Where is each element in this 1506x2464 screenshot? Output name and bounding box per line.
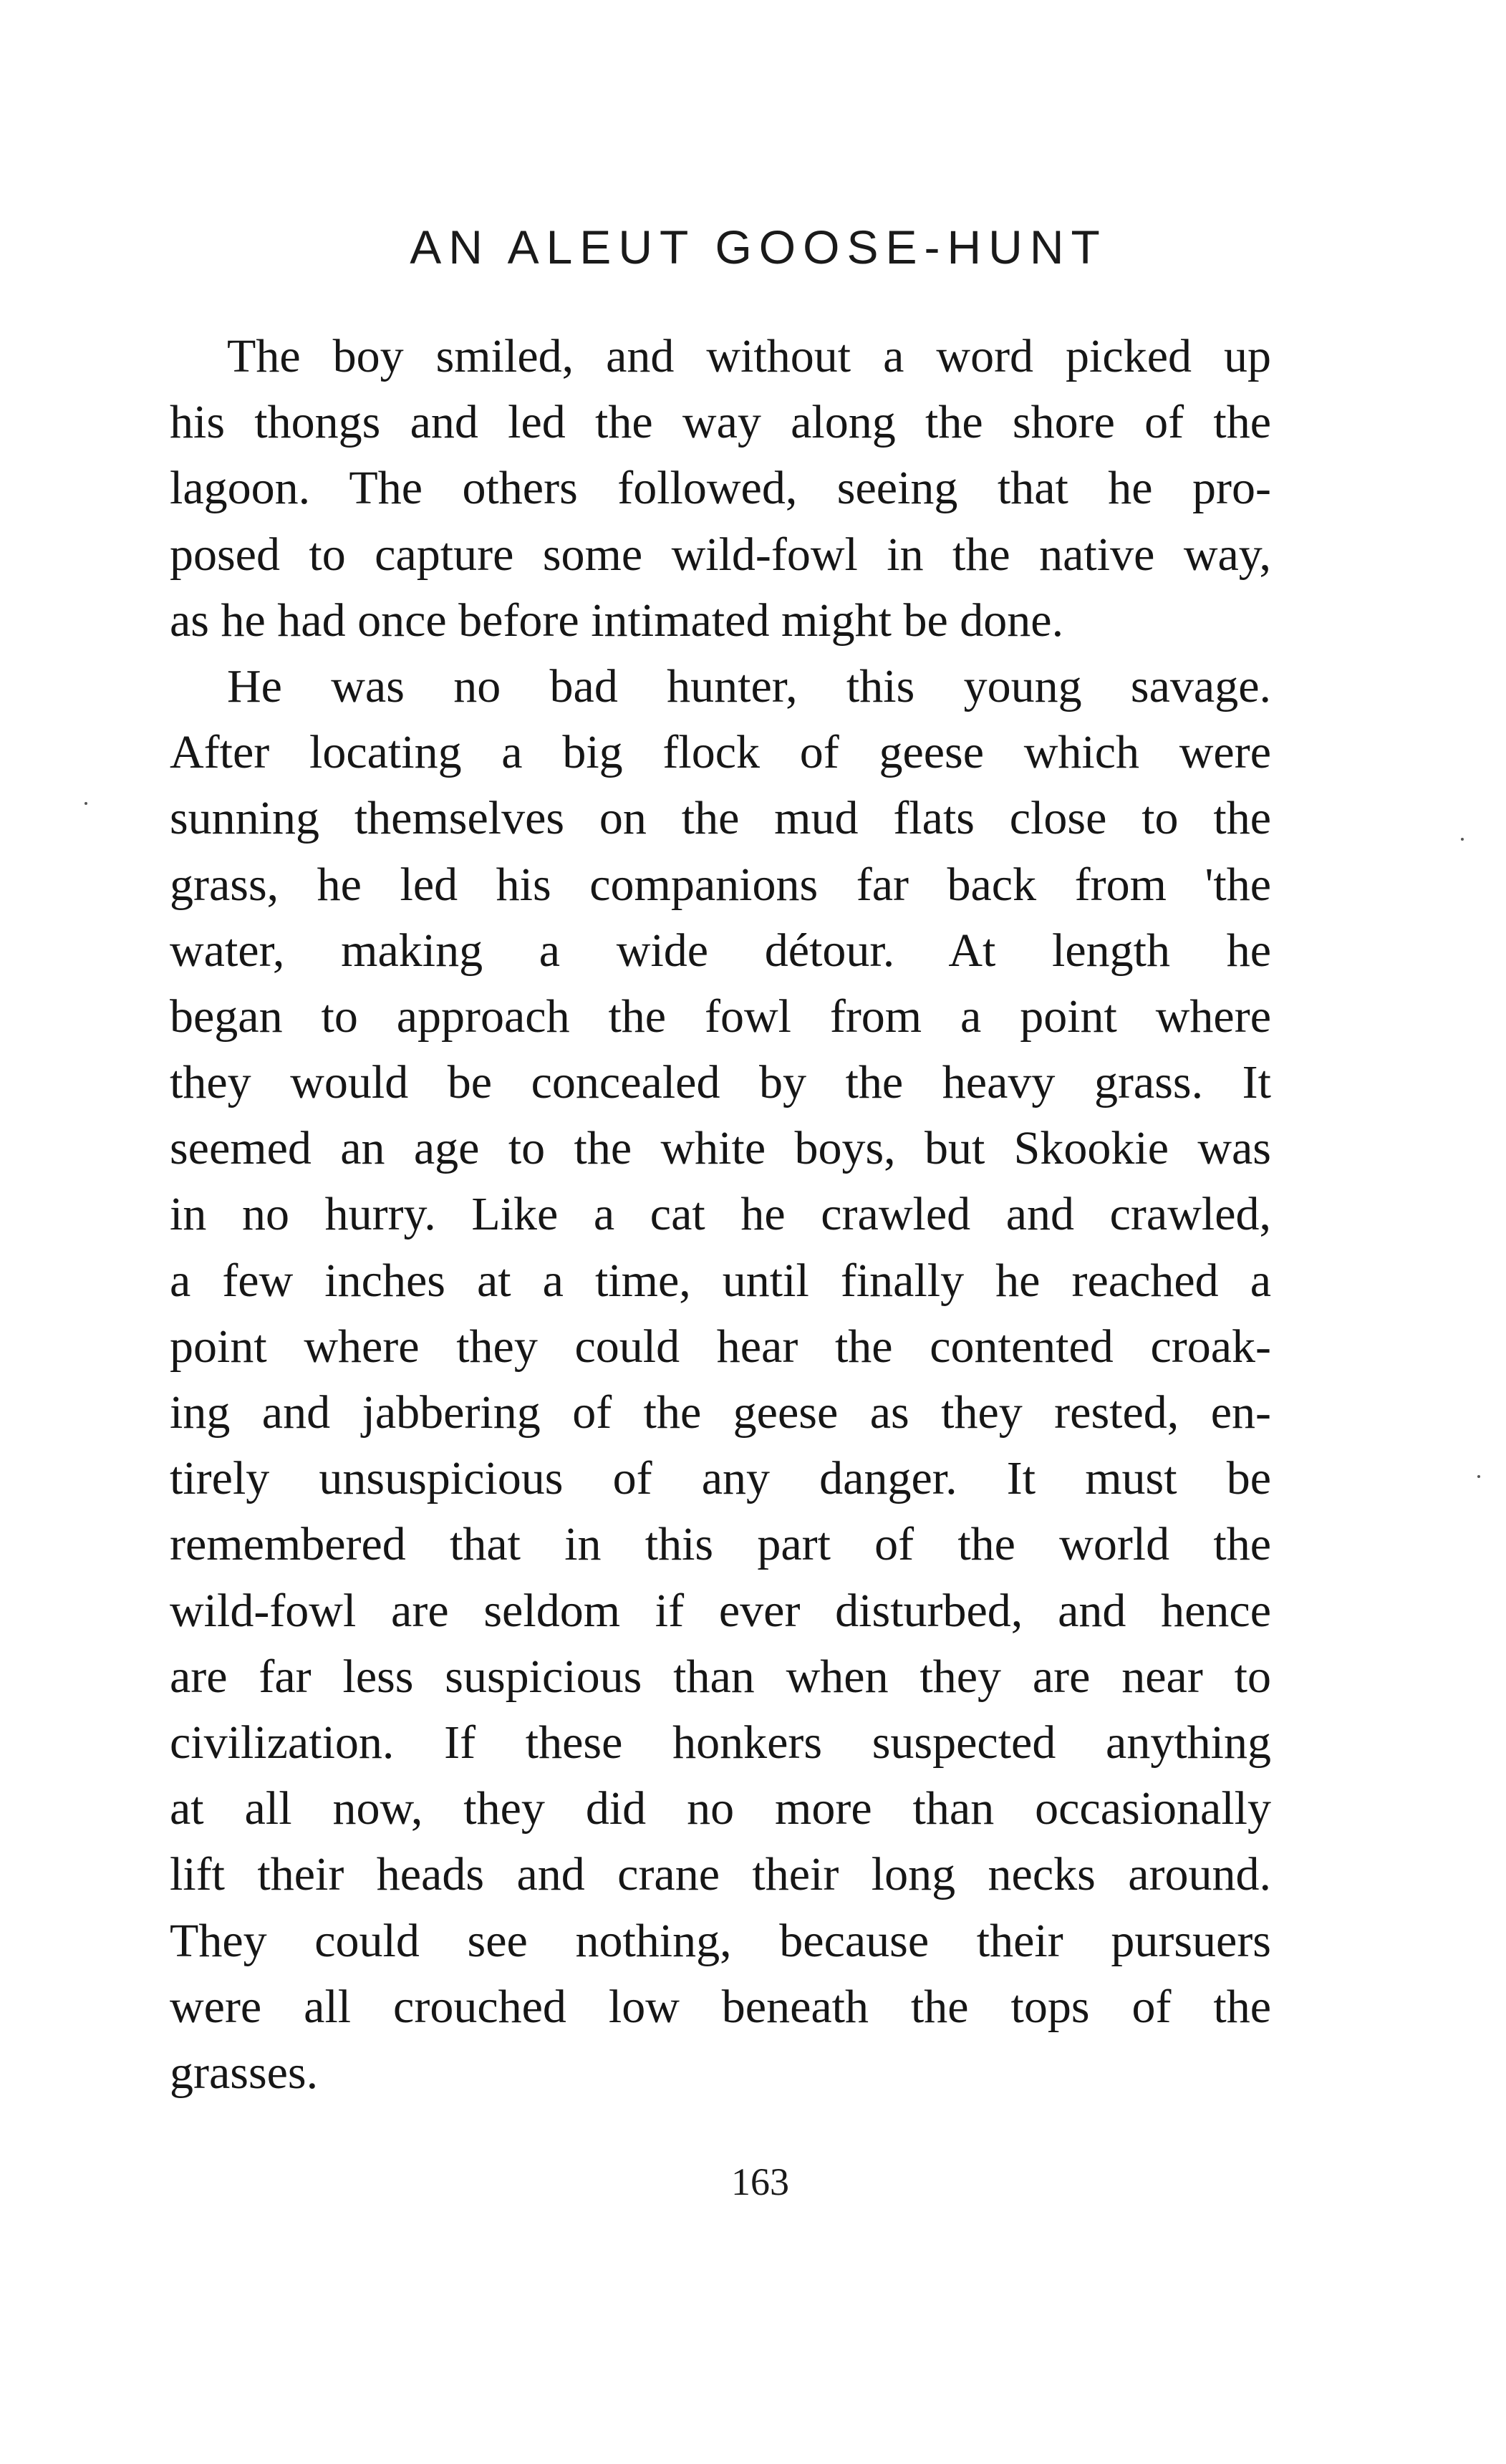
page-number: 163 [731, 2160, 789, 2203]
text-line: were all crouched low beneath the tops of the [170, 1980, 1271, 2033]
text-line: remembered that in this part of the world the [170, 1518, 1271, 1571]
text-line: posed to capture some wild-fowl in the native way, [170, 528, 1271, 581]
text-line: They could see nothing, because their pursuers [170, 1914, 1271, 1967]
text-line: at all now, they did no more than occasionally [170, 1782, 1271, 1835]
text-line: lagoon. The others followed, seeing that he pro- [170, 462, 1271, 515]
text-line: point where they could hear the contented croak- [170, 1320, 1271, 1373]
text-line: civilization. If these honkers suspected anything [170, 1716, 1271, 1769]
running-head: AN ALEUT GOOSE-HUNT [410, 221, 1107, 274]
text-line: his thongs and led the way along the shore of the [170, 396, 1271, 449]
text-line: wild-fowl are seldom if ever disturbed, and hence [170, 1584, 1271, 1637]
scan-speck [1477, 1475, 1480, 1478]
text-line: are far less suspicious than when they are near to [170, 1650, 1271, 1703]
text-line: ing and jabbering of the geese as they rested, en- [170, 1386, 1271, 1439]
scan-speck [1461, 838, 1464, 841]
text-line: grasses. [170, 2046, 319, 2099]
text-line: He was no bad hunter, this young savage. [227, 660, 1271, 712]
text-line: water, making a wide détour. At length he [170, 924, 1271, 977]
text-line: as he had once before intimated might be done. [170, 594, 1064, 647]
text-line: The boy smiled, and without a word picked up [227, 330, 1271, 382]
body-text [170, 324, 1271, 2106]
text-line: in no hurry. Like a cat he crawled and crawled, [170, 1188, 1271, 1241]
text-line: tirely unsuspicious of any danger. It must be [170, 1452, 1271, 1505]
text-line: seemed an age to the white boys, but Skookie was [170, 1122, 1271, 1175]
text-line: a few inches at a time, until finally he reached a [170, 1254, 1271, 1307]
text-line: lift their heads and crane their long necks around. [170, 1848, 1271, 1901]
text-line: began to approach the fowl from a point where [170, 990, 1271, 1043]
scan-speck [85, 802, 87, 805]
text-line: they would be concealed by the heavy grass. It [170, 1056, 1271, 1109]
text-line: After locating a big flock of geese which were [170, 726, 1271, 779]
text-line: grass, he led his companions far back from 'the [170, 858, 1271, 911]
text-line: sunning themselves on the mud flats close to the [170, 792, 1271, 845]
